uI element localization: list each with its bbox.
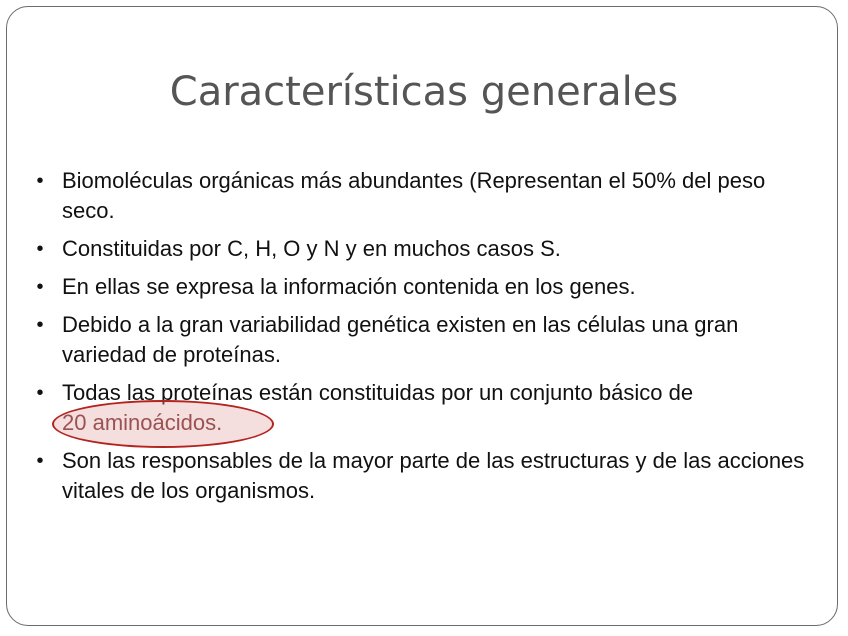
highlighted-text: 20 aminoácidos. (62, 410, 223, 435)
bullet-text: Debido a la gran variabilidad genética existen en las células una gran variedad de proteínas. (62, 312, 739, 367)
bullet-item (30, 234, 810, 264)
bullet-text: Constituidas por C, H, O y N y en muchos casos S. (62, 236, 561, 261)
bullet-dot-icon: • (36, 238, 44, 260)
bullet-text: Son las responsables de la mayor parte de las estructuras y de las acciones vitales de los organismos. (62, 448, 805, 503)
bullet-item (30, 166, 810, 226)
bullet-item (30, 310, 810, 370)
bullet-item (30, 378, 810, 438)
slide-title: Características generales (169, 69, 679, 115)
highlighted-phrase (62, 408, 222, 438)
bullet-dot-icon: • (36, 314, 44, 336)
bullet-item (30, 446, 810, 506)
bullet-list (30, 166, 810, 514)
bullet-text: En ellas se expresa la información contenida en los genes. (62, 274, 636, 299)
bullet-dot-icon: • (36, 170, 44, 192)
bullet-dot-icon: • (36, 276, 44, 298)
bullet-dot-icon: • (36, 450, 44, 472)
bullet-item (30, 272, 810, 302)
bullet-dot-icon: • (36, 382, 44, 404)
bullet-text: Biomoléculas orgánicas más abundantes (Representan el 50% del peso seco. (62, 168, 766, 223)
bullet-text: Todas las proteínas están constituidas por un conjunto básico de (62, 380, 694, 405)
